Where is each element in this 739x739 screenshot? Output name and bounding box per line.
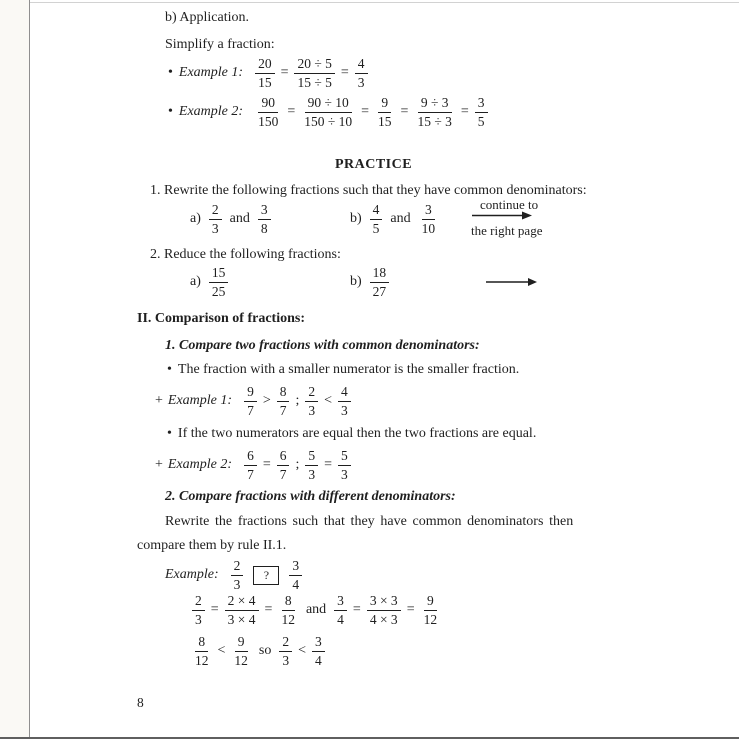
fraction-denominator: 3 × 4	[227, 611, 256, 627]
fraction-denominator: 25	[211, 283, 226, 299]
operator: =	[361, 104, 370, 119]
bullet-glyph: •	[168, 104, 173, 119]
fraction-numerator: 6	[244, 448, 257, 466]
comparison-example1-row	[155, 384, 353, 418]
application-example1-row	[168, 56, 370, 90]
comparison-heading: II. Comparison of fractions:	[137, 311, 305, 326]
fraction-denominator: 15	[258, 74, 272, 90]
fraction	[370, 265, 390, 299]
top-rule-line	[30, 2, 739, 3]
operator: =	[287, 104, 296, 119]
practice-q1-text: 1. Rewrite the following fractions such that they have common denominators:	[150, 183, 587, 198]
fraction-denominator: 8	[260, 220, 268, 236]
math-expression	[368, 265, 392, 299]
fraction-numerator: 20	[255, 56, 275, 74]
fraction-numerator: 9	[244, 384, 257, 402]
fraction-numerator: 3	[312, 634, 325, 652]
work-line1	[190, 593, 442, 627]
fraction-numerator: 2 × 4	[225, 593, 259, 611]
comparison-rule1	[167, 362, 519, 378]
operator: =	[262, 457, 271, 472]
fraction	[421, 593, 441, 627]
page-number: 8	[137, 695, 144, 710]
fraction-denominator: 5	[477, 113, 485, 129]
fraction	[209, 202, 222, 236]
example-label: Example 1:	[167, 393, 233, 408]
fraction	[338, 384, 351, 418]
fraction-numerator: 18	[370, 265, 390, 283]
operator: ;	[295, 393, 300, 408]
fraction-denominator: 15 ÷ 3	[417, 113, 452, 129]
fraction	[334, 593, 347, 627]
work-line2	[190, 634, 327, 668]
fraction-numerator: 3	[422, 202, 435, 220]
operator: =	[324, 457, 333, 472]
fraction-denominator: 3	[195, 611, 202, 627]
bullet-glyph: •	[167, 362, 172, 377]
practice-q2b	[350, 265, 391, 299]
plus-glyph: +	[155, 393, 163, 408]
comparison-example2-row	[155, 448, 353, 482]
right-arrow-icon	[471, 210, 533, 221]
fraction	[244, 384, 257, 418]
fraction	[367, 593, 401, 627]
fraction-numerator: 9	[378, 95, 391, 113]
fraction-numerator: 9 ÷ 3	[418, 95, 452, 113]
fraction-denominator: 7	[279, 402, 287, 418]
fraction-denominator: 15 ÷ 5	[297, 74, 332, 90]
item-label: b)	[350, 274, 362, 289]
fraction-denominator: 7	[279, 466, 287, 482]
math-expression	[242, 384, 353, 418]
plus-glyph: +	[155, 457, 163, 472]
fraction-numerator: 90 ÷ 10	[305, 95, 352, 113]
fraction-denominator: 12	[234, 652, 248, 668]
practice-q1b	[350, 202, 440, 236]
page-left-margin	[0, 0, 30, 739]
practice-title: PRACTICE	[334, 157, 413, 172]
fraction-numerator: 8	[277, 384, 290, 402]
connector-word: and	[229, 211, 250, 226]
application-example2-row	[168, 95, 490, 129]
operator: >	[262, 393, 271, 408]
math-expression	[207, 265, 231, 299]
fraction-numerator: 2	[209, 202, 222, 220]
fraction	[209, 265, 229, 299]
fraction-denominator: 15	[378, 113, 392, 129]
fraction-denominator: 4 × 3	[369, 611, 398, 627]
fraction	[277, 384, 290, 418]
item-label: a)	[190, 211, 201, 226]
operator: <	[324, 393, 333, 408]
fraction-denominator: 7	[247, 402, 254, 418]
fraction-denominator: 4	[292, 576, 300, 592]
fraction-numerator: 3	[334, 593, 347, 611]
fraction	[289, 558, 302, 592]
fraction-denominator: 12	[281, 611, 295, 627]
fraction	[305, 384, 318, 418]
fraction-numerator: 20 ÷ 5	[294, 56, 334, 74]
example-label: Example 1:	[178, 65, 244, 80]
continue-note-line1: continue to	[480, 197, 539, 212]
bullet-glyph: •	[167, 426, 172, 441]
fraction	[225, 593, 259, 627]
fraction-denominator: 27	[372, 283, 387, 299]
example-label: Example 2:	[167, 457, 233, 472]
paragraph-line1: Rewrite the fractions such that they have common denominators then	[165, 514, 574, 529]
item-label: a)	[190, 274, 201, 289]
fraction-numerator: 4	[338, 384, 351, 402]
fraction-numerator: 2	[231, 558, 244, 576]
fraction	[305, 448, 318, 482]
fraction-denominator: 5	[372, 220, 380, 236]
fraction	[370, 202, 383, 236]
operator: =	[264, 602, 273, 617]
fraction-numerator: 5	[305, 448, 318, 466]
fraction	[231, 634, 251, 668]
fraction-numerator: 3	[475, 95, 488, 113]
operator: =	[460, 104, 469, 119]
fraction-numerator: 8	[195, 634, 208, 652]
fraction	[258, 202, 271, 236]
fraction-denominator: 3	[341, 402, 348, 418]
operator: <	[298, 643, 307, 658]
fraction-denominator: 12	[423, 611, 438, 627]
rule-text: The fraction with a smaller numerator is the smaller fraction.	[177, 362, 520, 377]
operator: ;	[295, 457, 300, 472]
fraction	[255, 95, 281, 129]
connector-word: and	[305, 602, 327, 617]
fraction	[294, 56, 334, 90]
unknown-comparison-box: ?	[253, 566, 279, 585]
math-expression	[242, 448, 353, 482]
math-expression	[229, 558, 305, 592]
math-expression	[253, 95, 489, 129]
fraction-denominator: 3	[308, 402, 316, 418]
fraction-numerator: 8	[282, 593, 295, 611]
comparison-sub2-heading: 2. Compare fractions with different denominators:	[165, 489, 456, 504]
fraction-denominator: 3	[341, 466, 348, 482]
fraction	[301, 95, 355, 129]
item-label: b)	[350, 211, 362, 226]
fraction-numerator: 2	[305, 384, 318, 402]
connector-word: so	[258, 643, 272, 658]
fraction-numerator: 3	[289, 558, 302, 576]
fraction	[355, 56, 368, 90]
fraction-numerator: 4	[355, 56, 368, 74]
fraction	[419, 202, 439, 236]
fraction-denominator: 7	[247, 466, 254, 482]
fraction	[338, 448, 351, 482]
fraction-denominator: 4	[315, 652, 322, 668]
comparison-sub1-heading: 1. Compare two fractions with common denominators:	[165, 338, 480, 353]
operator: =	[340, 65, 349, 80]
fraction-numerator: 2	[192, 593, 205, 611]
fraction-numerator: 15	[209, 265, 229, 283]
rule-text: If the two numerators are equal then the two fractions are equal.	[177, 426, 537, 441]
application-subheading: Simplify a fraction:	[165, 37, 275, 52]
fraction-numerator: 90	[258, 95, 278, 113]
continue-note	[471, 197, 542, 239]
fraction	[414, 95, 454, 129]
fraction-denominator: 3	[233, 576, 241, 592]
application-heading: b) Application.	[165, 10, 249, 25]
fraction-denominator: 3	[308, 466, 316, 482]
fraction-denominator: 150 ÷ 10	[304, 113, 353, 129]
fraction-numerator: 6	[277, 448, 290, 466]
fraction-numerator: 3	[258, 202, 271, 220]
comparison-rule2	[167, 426, 536, 442]
practice-q2a	[190, 265, 230, 299]
fraction-denominator: 4	[337, 611, 344, 627]
operator: =	[210, 602, 219, 617]
operator: <	[217, 643, 226, 658]
fraction-numerator: 9	[424, 593, 437, 611]
fraction	[279, 634, 292, 668]
fraction	[192, 634, 212, 668]
fraction-numerator: 3 × 3	[367, 593, 401, 611]
fraction	[375, 95, 395, 129]
math-expression	[190, 634, 327, 668]
bullet-glyph: •	[168, 65, 173, 80]
math-expression	[207, 202, 273, 236]
practice-q2-text: 2. Reduce the following fractions:	[150, 247, 341, 262]
right-arrow-icon	[485, 276, 538, 288]
math-expression	[253, 56, 369, 90]
fraction	[244, 448, 257, 482]
continue-note-line2: the right page	[471, 223, 543, 238]
fraction-denominator: 3	[282, 652, 290, 668]
fraction	[255, 56, 275, 90]
example-label: Example:	[165, 567, 219, 582]
fraction-numerator: 4	[370, 202, 383, 220]
paragraph-line2: compare them by rule II.1.	[137, 538, 287, 553]
fraction-numerator: 2	[279, 634, 292, 652]
fraction	[231, 558, 244, 592]
fraction-numerator: 5	[338, 448, 351, 466]
practice-q1a	[190, 202, 273, 236]
example-label: Example 2:	[178, 104, 244, 119]
fraction-numerator: 9	[235, 634, 248, 652]
fraction-denominator: 3	[211, 220, 219, 236]
fraction-denominator: 10	[421, 220, 436, 236]
operator: =	[280, 65, 289, 80]
operator: =	[406, 602, 415, 617]
connector-word: and	[390, 211, 411, 226]
fraction-denominator: 3	[357, 74, 365, 90]
fraction	[277, 448, 290, 482]
fraction	[312, 634, 325, 668]
operator: =	[352, 602, 361, 617]
math-expression	[190, 593, 442, 627]
fraction	[192, 593, 205, 627]
operator: =	[400, 104, 409, 119]
fraction-denominator: 150	[258, 113, 279, 129]
fraction	[278, 593, 298, 627]
math-expression	[368, 202, 440, 236]
fraction-denominator: 12	[195, 652, 209, 668]
fraction	[475, 95, 488, 129]
comparison-boxed-example-row	[165, 558, 304, 592]
